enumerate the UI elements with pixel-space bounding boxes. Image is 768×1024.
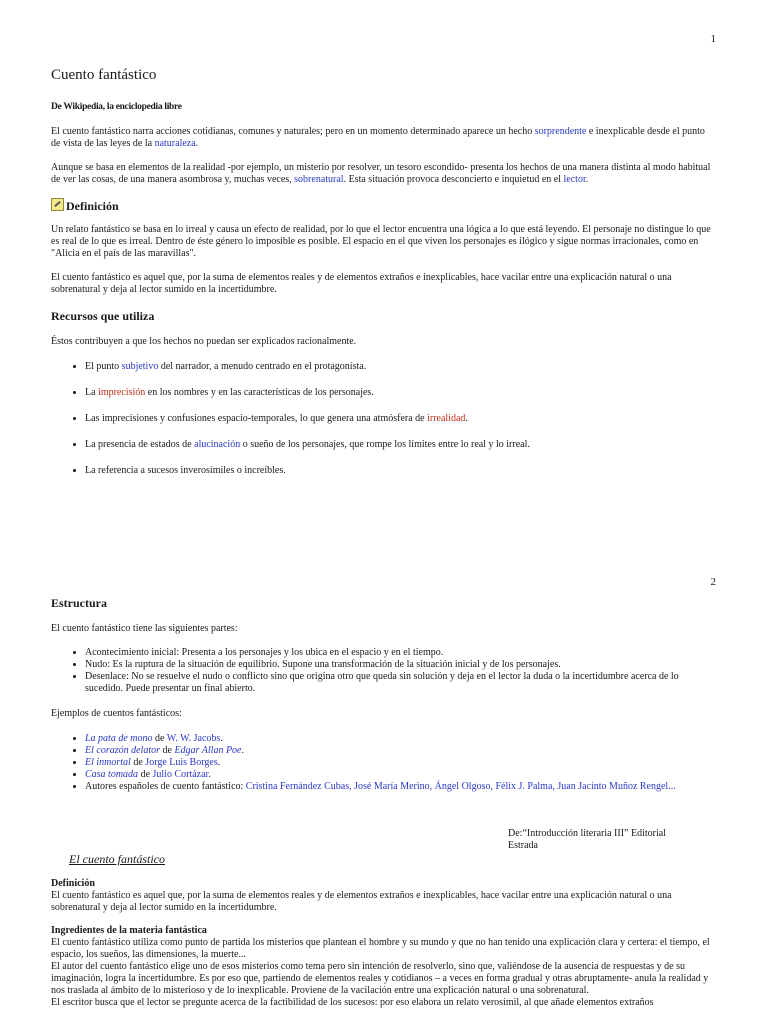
link-work[interactable]: El inmortal	[85, 757, 131, 768]
page-2	[0, 560, 768, 1024]
list-item: • Desenlace: No se resuelve el nudo o conflicto sino que origina otro que queda sin solución y deja en el lector la duda o la incertidumbre acerca de lo sucedido. Puede presentar un final abierto.	[85, 671, 715, 695]
list-item: • La pata de mono de W. W. Jacobs.	[85, 733, 715, 745]
ingredientes-paragraph-3: El escritor busca que el lector se pregunte acerca de la factibilidad de los sucesos: por eso elabora un relato verosímil, al que añade elementos extraños	[51, 997, 654, 1008]
link-sorprendente[interactable]: sorprendente	[534, 126, 587, 137]
recursos-list	[51, 361, 715, 477]
page-number: 2	[710, 576, 716, 588]
ingredientes-paragraph-2: El autor del cuento fantástico elige uno de esos misterios como tema pero sin intención de resolverlo, sino que, valiéndose de la ausencia de respuestas y de su imaginación, logra la incertidumbre. Es por eso que, partiendo de elementos reales y cotidianos – a veces en forma gradual y otras abruptamente- anula la realidad y nos traslada al ámbito de lo misterioso y de lo inexplicable. Proviene de la vacilación entre una explicación natural o una sobrenatural.	[51, 961, 709, 996]
estructura-heading: Estructura	[51, 596, 107, 610]
ingredientes-heading: Ingredientes de la materia fantástica	[51, 925, 207, 936]
list-item: • Las imprecisiones y confusiones espacio-temporales, lo que genera una atmósfera de irrealidad.	[85, 413, 715, 425]
link-work[interactable]: Casa tomada	[85, 769, 139, 780]
list-item: • Casa tomada de Julio Cortázar.	[85, 769, 715, 781]
list-item: • El punto subjetivo del narrador, a menudo centrado en el protagonista.	[85, 361, 715, 373]
recursos-heading: Recursos que utiliza	[51, 309, 155, 323]
page-title: Cuento fantástico	[51, 67, 157, 83]
page-2-content	[51, 596, 715, 793]
link-naturaleza[interactable]: naturaleza	[154, 138, 196, 149]
list-item: • Nudo: Es la ruptura de la situación de equilibrio. Supone una transformación de la situación inicial y de los personajes.	[85, 659, 715, 671]
estructura-intro: El cuento fantástico tiene las siguientes partes:	[51, 623, 238, 634]
page-subtitle: De Wikipedia, la enciclopedia libre	[51, 102, 182, 112]
link-author[interactable]: W. W. Jacobs	[166, 733, 221, 744]
list-item: • El inmortal de Jorge Luis Borges.	[85, 757, 715, 769]
link-author[interactable]: Edgar Allan Poe	[174, 745, 242, 756]
ejemplos-list	[51, 733, 715, 793]
definicion-2-heading: Definición	[51, 878, 95, 889]
link-sobrenatural[interactable]: sobrenatural	[294, 174, 344, 185]
link-autores[interactable]: Cristina Fernández Cubas, José María Merino, Ángel Olgoso, Félix J. Palma, Juan Jacinto Muñoz Rengel	[245, 781, 669, 792]
edit-icon[interactable]	[51, 198, 64, 211]
recursos-intro: Éstos contribuyen a que los hechos no puedan ser explicados racionalmente.	[51, 336, 357, 347]
link-work[interactable]: La pata de mono	[85, 733, 153, 744]
ejemplos-intro: Ejemplos de cuentos fantásticos:	[51, 708, 182, 719]
definicion-paragraph-2: El cuento fantástico es aquel que, por la suma de elementos reales y de elementos extraños e inexplicables, hace vacilar entre una explicación natural o una sobrenatural y deja al lector sumido en la incertidumbre.	[51, 272, 672, 295]
intro-paragraph-1: El cuento fantástico narra acciones cotidianas, comunes y naturales; pero en un momento determinado aparece un hecho sorprendente e inexplicable desde el punto de vista de las leyes de la naturaleza.	[51, 126, 705, 149]
link-author[interactable]: Julio Cortázar	[152, 769, 209, 780]
section-title: El cuento fantástico	[69, 852, 165, 866]
link-imprecision[interactable]: imprecisión	[98, 387, 146, 398]
link-irrealidad[interactable]: irrealidad	[427, 413, 466, 424]
definicion-2-text: El cuento fantástico es aquel que, por la suma de elementos reales y de elementos extraños e inexplicables, hace vacilar entre una explicación natural o una sobrenatural y deja al lector sumido en la incertidumbre.	[51, 890, 672, 913]
list-item: • Acontecimiento inicial: Presenta a los personajes y los ubica en el espacio y en el tiempo.	[85, 647, 715, 659]
estructura-list	[51, 647, 715, 695]
intro-paragraph-2: Aunque se basa en elementos de la realidad -por ejemplo, un misterio por resolver, un tesoro escondido- presenta los hechos de una manera distinta al modo habitual de ver las cosas, de una manera asombrosa y, muchas veces, sobrenatural. Esta situación provoca desconcierto e inquietud en el lector.	[51, 162, 711, 185]
list-item: • La imprecisión en los nombres y en las características de los personajes.	[85, 387, 715, 399]
link-lector[interactable]: lector	[563, 174, 586, 185]
source-citation: De:“Introducción literaria III” Editorial Estrada	[508, 828, 666, 851]
definicion-paragraph-1: Un relato fantástico se basa en lo irreal y causa un efecto de realidad, por lo que el lector encuentra una lógica a lo que está leyendo. El personaje no distingue lo que es real de lo que es irreal. Dentro de éste género lo imposible es posible. El espacio en el que viven los personajes es ilógico y sigue normas irracionales, como en "Alicia en el país de las maravillas".	[51, 224, 711, 259]
page-2-lower-content	[51, 853, 715, 1009]
link-alucinacion[interactable]: alucinación	[194, 439, 241, 450]
list-item: • La presencia de estados de alucinación o sueño de los personajes, que rompe los límites entre lo real y lo irreal.	[85, 439, 715, 451]
list-item: • La referencia a sucesos inverosímiles o increíbles.	[85, 465, 715, 477]
definicion-heading: Definición	[51, 198, 715, 213]
link-subjetivo[interactable]: subjetivo	[121, 361, 159, 372]
link-author[interactable]: Jorge Luis Borges	[145, 757, 218, 768]
page-1-content	[51, 66, 715, 491]
ingredientes-paragraph-1: El cuento fantástico utiliza como punto de partida los misterios que plantean el hombre y su mundo y que no han tenido una explicación clara y certera: el tiempo, el espacio, los sueños, las dimensiones, la muerte...	[51, 937, 710, 960]
link-work[interactable]: El corazón delator	[85, 745, 160, 756]
link-more[interactable]: ...	[668, 781, 676, 792]
list-item: • Autores españoles de cuento fantástico: Cristina Fernández Cubas, José María Merino, Ángel Olgoso, Félix J. Palma, Juan Jacinto Muñoz Rengel...	[85, 781, 715, 793]
list-item: • El corazón delator de Edgar Allan Poe.	[85, 745, 715, 757]
page-number: 1	[710, 33, 716, 45]
